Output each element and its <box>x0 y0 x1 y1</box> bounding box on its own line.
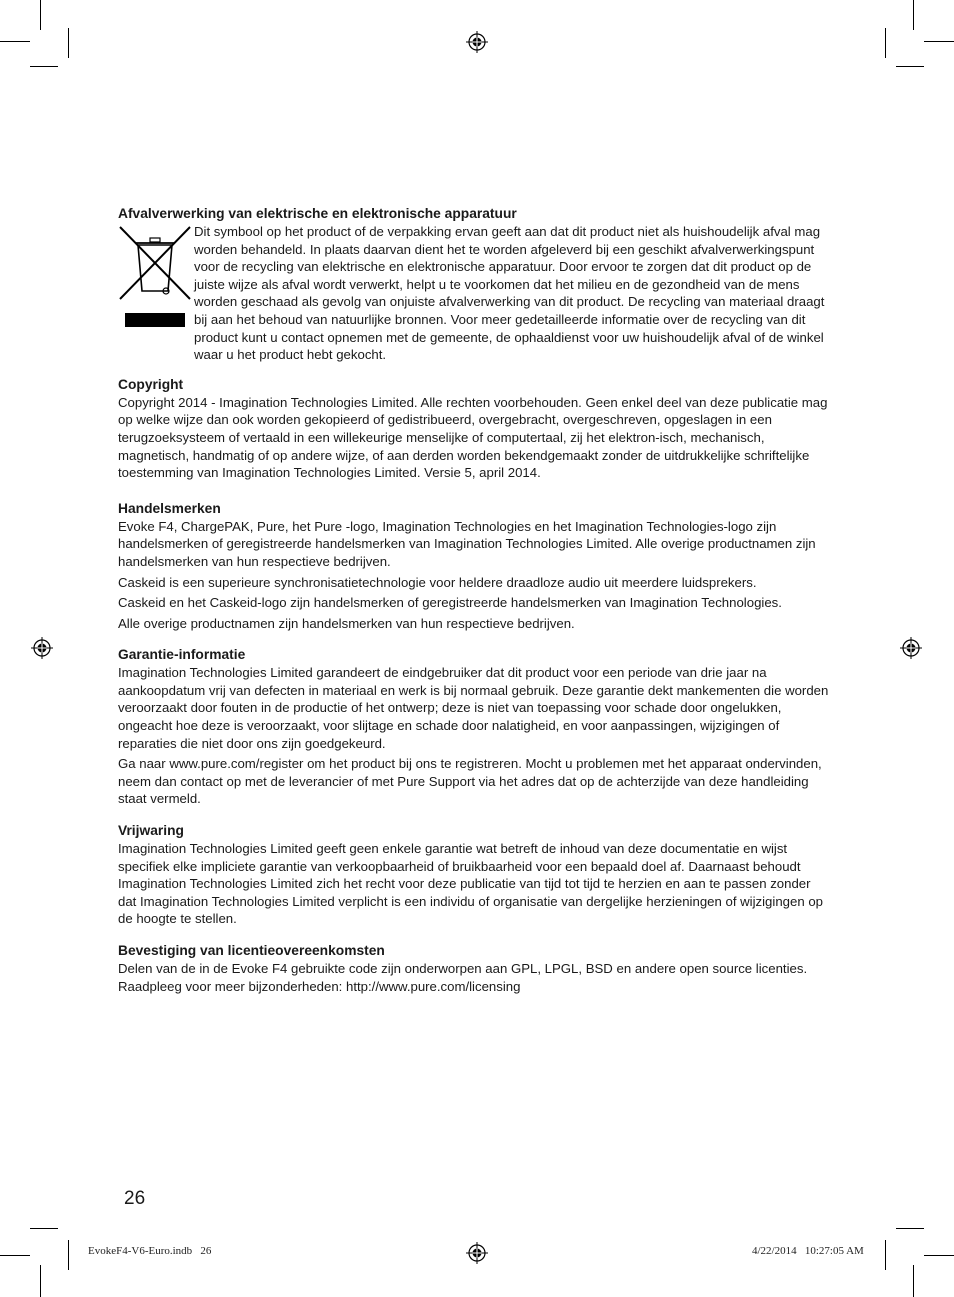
registration-mark-icon <box>466 1242 488 1264</box>
crop-mark <box>40 1265 41 1297</box>
trademarks-paragraph: Caskeid is een superieure synchronisatietechnologie voor heldere draadloze audio uit meerdere luidsprekers. <box>118 574 757 590</box>
weee-section <box>118 205 830 366</box>
registration-mark-icon <box>31 637 53 659</box>
section-heading: Copyright <box>118 376 184 392</box>
section-heading: Handelsmerken <box>118 500 221 516</box>
crop-mark <box>885 28 886 58</box>
weee-body <box>118 223 830 366</box>
crop-mark <box>0 41 30 42</box>
crop-mark <box>885 1240 886 1270</box>
crop-mark <box>30 1228 58 1229</box>
licenses-text: Delen van de in de Evoke F4 gebruikte code zijn onderworpen aan GPL, LPGL, BSD en andere open source licenties. Raadpleeg voor meer bijzonderheden: http://www.pure.com/licensing <box>118 961 808 994</box>
registration-mark-icon <box>466 31 488 53</box>
warranty-paragraph: Ga naar www.pure.com/register om het product bij ons te registreren. Mocht u problemen met het apparaat ondervinden, neem dan contact op met de leverancier of met Pure Support via het adres dat op de achterzijde van deze handleiding staat vermeld. <box>118 756 822 807</box>
copyright-text: Copyright 2014 - Imagination Technologies Limited. Alle rechten voorbehouden. Geen enkel deel van deze publicatie mag op welke wijze dan ook worden gekopieerd of gedistribueerd, overgebracht, overgeschreven, opgeslagen in een terugzoeksysteem of vertaald in een willekeurige menselijke of computertaal, zij het elektron-isch, mechanisch, magnetisch, handmatig of op andere wijze, of aan derden worden bekendgemaakt zonder de uitdrukkelijke schriftelijke toestemming van Imagination Technologies Limited. Versie 5, april 2014. <box>118 394 828 481</box>
page-content <box>118 205 830 1005</box>
trademarks-paragraph: Evoke F4, ChargePAK, Pure, het Pure -logo, Imagination Technologies en het Imagination Technologies-logo zijn handelsmerken of geregistreerde handelsmerken van Imagination Technologies Limited. Alle overige productnamen zijn handelsmerken van hun respectieve bedrijven. <box>118 518 816 569</box>
crop-mark <box>913 1265 914 1297</box>
crop-mark <box>896 1228 924 1229</box>
section-heading: Garantie-informatie <box>118 647 246 663</box>
weee-text: Dit symbool op het product of de verpakking ervan geeft aan dat dit product niet als huishoudelijk afval mag worden behandeld. In plaats daarvan dient het te worden afgeleverd bij een geschikt afvalverwerkingspunt voor de recycling van elektrische en elektronische apparatuur. Door ervoor te zorgen dat dit product op de juiste wijze als afval wordt verwerkt, helpt u te voorkomen dat het milieu en de gezondheid van de mens worden geschaad als gevolg van onjuiste afvalverwerking van dit product. De recycling van materiaal draagt bij aan het behoud van natuurlijke bronnen. Voor meer gedetailleerde informatie over de recycling van dit product kunt u contact opnemen met de gemeente, de ophaaldienst voor uw huishoudelijk afval of de winkel waar u het product hebt gekocht. <box>194 224 825 363</box>
page-number: 26 <box>124 1188 146 1209</box>
crop-mark <box>924 1255 954 1256</box>
warranty-section <box>118 646 830 808</box>
trademarks-paragraph: Caskeid en het Caskeid-logo zijn handelsmerken of geregistreerde handelsmerken van Imagination Technologies. <box>118 595 782 611</box>
crop-mark <box>68 1240 69 1270</box>
trademarks-paragraph: Alle overige productnamen zijn handelsmerken van hun respectieve bedrijven. <box>118 615 575 631</box>
disclaimer-text: Imagination Technologies Limited geeft geen enkele garantie wat betreft de inhoud van deze documentatie en wijst specifiek elke impliciete garantie van verkoopbaarheid of bruikbaarheid voor een bepaald doel af. Daarnaast behoudt Imagination Technologies Limited zich het recht voor deze publicatie van tijd tot tijd te herzien en aan te passen zonder dat Imagination Technologies Limited verplicht is een individu of organisatie van dergelijke herzieningen of wijzigingen op de hoogte te stellen. <box>118 841 823 927</box>
crop-mark <box>68 28 69 58</box>
licenses-section <box>118 942 830 995</box>
crossed-out-wheelie-bin-icon <box>118 223 192 335</box>
section-heading: Bevestiging van licentieovereenkomsten <box>118 943 385 958</box>
slug-filename: EvokeF4-V6-Euro.indb 26 <box>88 1245 212 1257</box>
weee-bin-icon-wrapper <box>118 223 194 335</box>
copyright-section <box>118 376 830 482</box>
crop-mark <box>913 0 914 30</box>
crop-mark <box>0 1255 30 1256</box>
crop-mark <box>40 0 41 30</box>
section-heading: Afvalverwerking van elektrische en elektronische apparatuur <box>118 206 517 221</box>
registration-mark-icon <box>900 637 922 659</box>
disclaimer-section <box>118 822 830 928</box>
slug-timestamp: 4/22/2014 10:27:05 AM <box>752 1245 864 1257</box>
crop-mark <box>30 66 58 67</box>
crop-mark <box>924 41 954 42</box>
crop-mark <box>896 66 924 67</box>
trademarks-section <box>118 500 830 633</box>
section-heading: Vrijwaring <box>118 823 184 839</box>
warranty-paragraph: Imagination Technologies Limited garandeert de eindgebruiker dat dit product voor een periode van drie jaar na aankoopdatum vrij van defecten in materiaal en werk is bij normaal gebruik. Deze garantie dekt mankementen die worden veroorzaakt door fouten in de productie of het ontwerp; deze is niet van toepassing voor schade door ongelukken, ongeacht hoe deze is veroorzaakt, voor slijtage en schade door nalatigheid, en voor aanpassingen, wijzigingen of reparaties die niet door ons zijn goedgekeurd. <box>118 665 829 751</box>
